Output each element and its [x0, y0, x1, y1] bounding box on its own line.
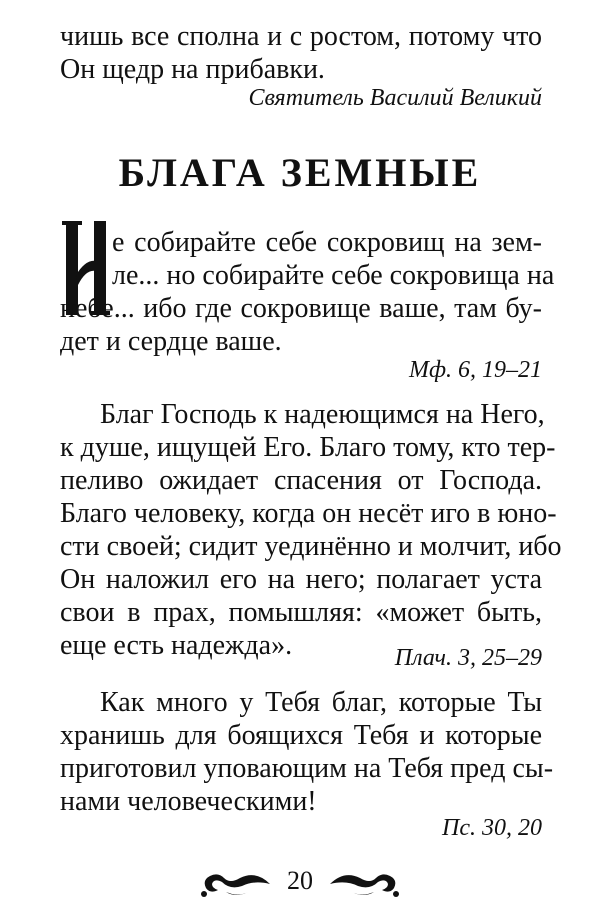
text-line: нами человеческими! [60, 786, 317, 817]
text-line: Он наложил его на него; полагает уста [60, 564, 542, 595]
citation-psalms: Пс. 30, 20 [442, 815, 542, 841]
text-line: дет и сердце ваше. [60, 326, 282, 357]
text-line: пеливо ожидает спасения от Господа. [60, 465, 542, 496]
paragraph-3 [60, 686, 554, 818]
paragraph-1-bottom [60, 292, 542, 358]
text-line: Он щедр на прибавки. [60, 54, 325, 85]
text-line: свои в прах, помышляя: «может быть, [60, 597, 542, 628]
text-line: сти своей; сидит уединённо и молчит, ибо [60, 531, 562, 562]
section-title: БЛАГА ЗЕМНЫЕ [118, 150, 482, 195]
citation-matthew: Мф. 6, 19–21 [408, 357, 542, 383]
text-line: хранишь для боящихся Тебя и которые [60, 720, 542, 751]
text-line: ле... но собирайте себе сокровища на [112, 260, 555, 291]
text-line: Благ Господь к надеющимся на Него, [100, 399, 545, 430]
citation-lamentations: Плач. 3, 25–29 [394, 645, 542, 671]
text-line: к душе, ищущей Его. Благо тому, кто тер- [60, 432, 556, 463]
text-line: е собирайте себе сокровищ на зем- [112, 227, 542, 258]
text-line: Благо человеку, когда он несёт иго в юно- [60, 498, 557, 529]
page-number: 20 [287, 866, 313, 895]
text-line: Как много у Тебя благ, которые Ты [100, 687, 542, 718]
ornament-left-icon [196, 864, 274, 900]
ornament-right-icon [326, 864, 404, 900]
page-footer [0, 864, 600, 904]
text-line: чишь все сполна и с ростом, потому что [60, 21, 542, 52]
text-line: еще есть надежда». [60, 630, 293, 661]
text-line: приготовил уповающим на Тебя пред сы- [60, 753, 554, 784]
paragraph-2 [60, 398, 562, 662]
citation-basil: Святитель Василий Великий [248, 85, 542, 111]
top-paragraph [60, 20, 542, 86]
paragraph-1-top [112, 226, 555, 292]
text-line: небе... ибо где сокровище ваше, там бу- [60, 293, 542, 324]
